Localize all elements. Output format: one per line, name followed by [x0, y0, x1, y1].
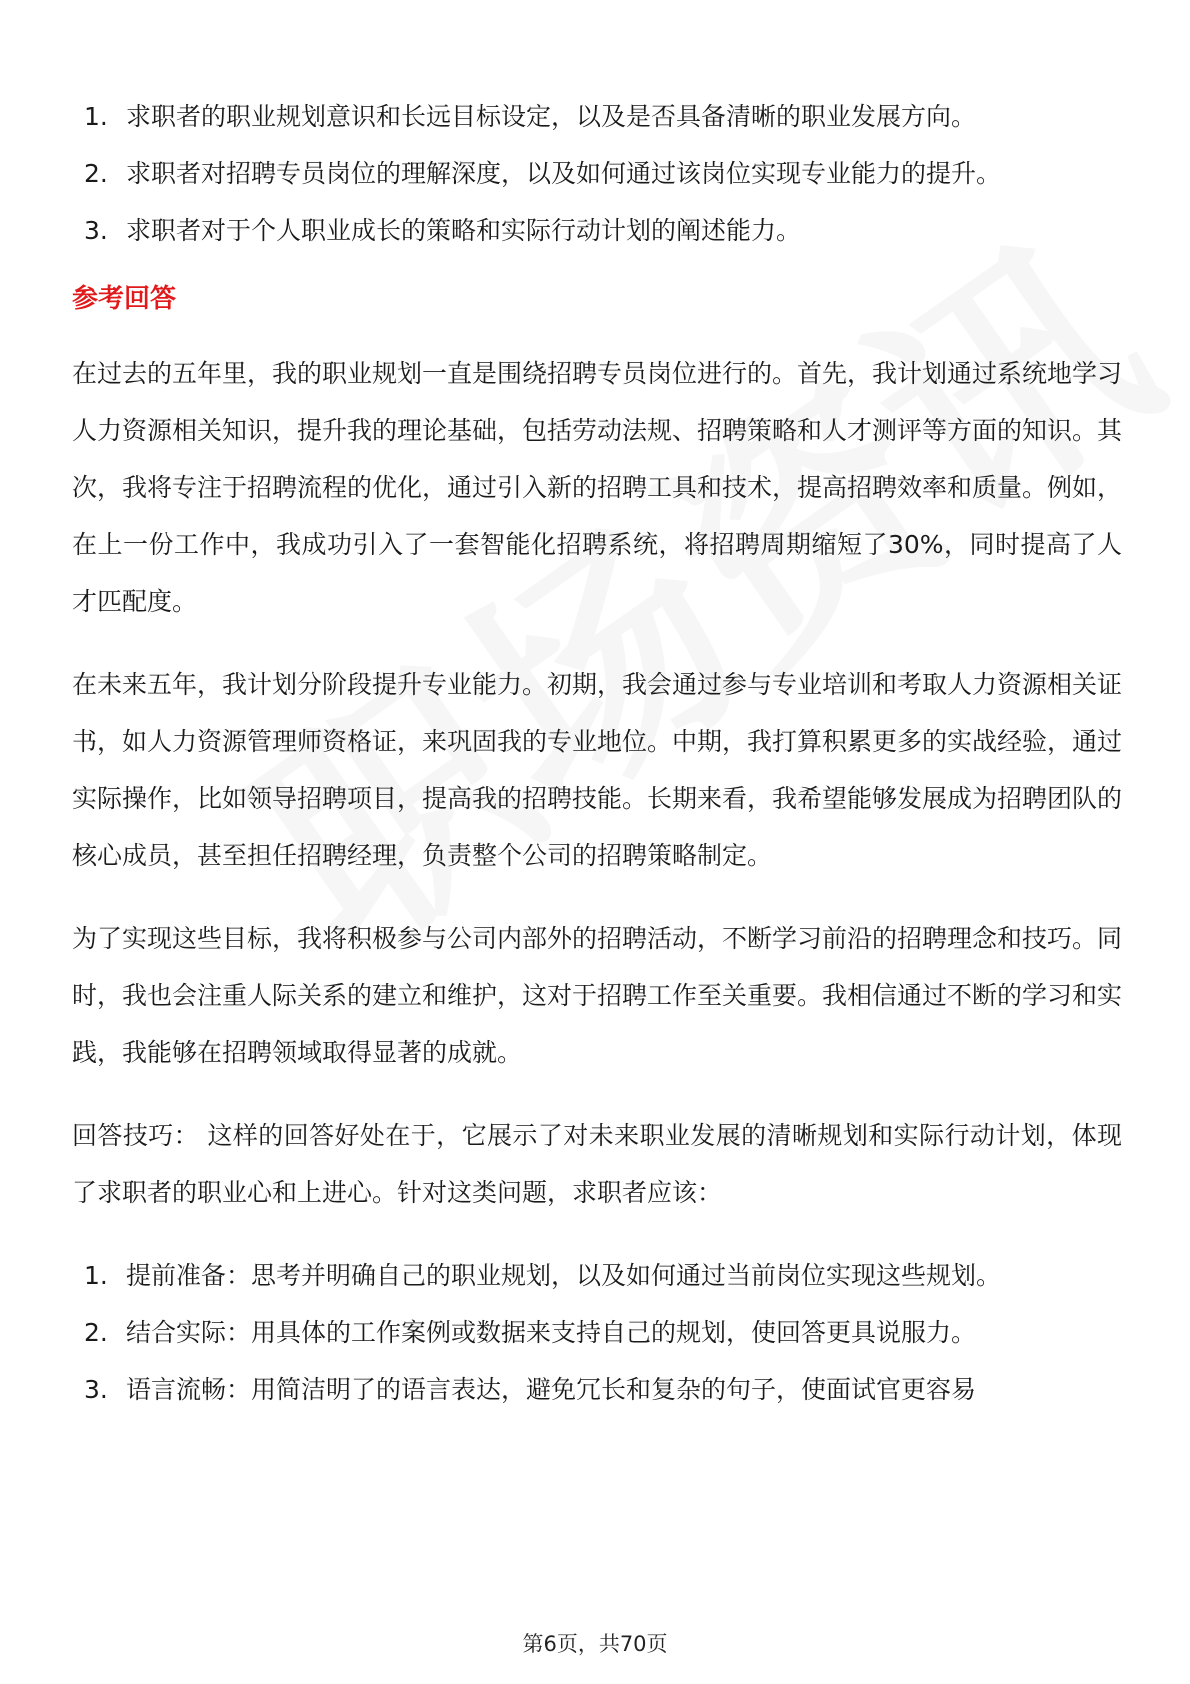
list-text: 求职者对于个人职业成长的策略和实际行动计划的阐述能力。 — [126, 216, 802, 245]
list-number: 1. — [84, 102, 108, 131]
page-content — [72, 88, 1122, 1418]
criteria-list — [72, 88, 1122, 259]
list-number: 3. — [84, 216, 108, 245]
tips-list — [72, 1247, 1122, 1418]
list-text: 提前准备：思考并明确自己的职业规划，以及如何通过当前岗位实现这些规划。 — [126, 1261, 1002, 1290]
list-item — [72, 202, 1122, 259]
list-item — [72, 1304, 1122, 1361]
section-heading: 参考回答 — [72, 284, 177, 314]
list-text: 结合实际：用具体的工作案例或数据来支持自己的规划，使回答更具说服力。 — [126, 1318, 977, 1347]
answer-paragraph: 在未来五年，我计划分阶段提升专业能力。初期，我会通过参与专业培训和考取人力资源相关证书，如人力资源管理师资格证，来巩固我的专业地位。中期，我打算积累更多的实战经验，通过实际操作，比如领导招聘项目，提高我的招聘技能。长期来看，我希望能够发展成为招聘团队的核心成员，甚至担任招聘经理，负责整个公司的招聘策略制定。 — [72, 670, 1123, 870]
list-number: 2. — [84, 159, 108, 188]
list-number: 3. — [84, 1375, 108, 1404]
list-number: 1. — [84, 1261, 108, 1290]
list-item — [72, 1247, 1122, 1304]
list-item — [72, 88, 1122, 145]
list-text: 求职者的职业规划意识和长远目标设定，以及是否具备清晰的职业发展方向。 — [126, 102, 977, 131]
answer-paragraph: 在过去的五年里，我的职业规划一直是围绕招聘专员岗位进行的。首先，我计划通过系统地学习人力资源相关知识，提升我的理论基础，包括劳动法规、招聘策略和人才测评等方面的知识。其次，我将专注于招聘流程的优化，通过引入新的招聘工具和技术，提高招聘效率和质量。例如，在上一份工作中，我成功引入了一套智能化招聘系统，将招聘周期缩短了30%，同时提高了人才匹配度。 — [72, 359, 1123, 616]
list-item — [72, 1361, 1122, 1418]
list-text: 求职者对招聘专员岗位的理解深度，以及如何通过该岗位实现专业能力的提升。 — [126, 159, 1002, 188]
list-item — [72, 145, 1122, 202]
list-text: 语言流畅：用简洁明了的语言表达，避免冗长和复杂的句子，使面试官更容易 — [126, 1375, 977, 1404]
tips-paragraph: 回答技巧： 这样的回答好处在于，它展示了对未来职业发展的清晰规划和实际行动计划，体现了求职者的职业心和上进心。针对这类问题，求职者应该： — [72, 1121, 1122, 1207]
list-number: 2. — [84, 1318, 108, 1347]
page-footer: 第6页，共70页 — [522, 1632, 668, 1656]
answer-paragraph: 为了实现这些目标，我将积极参与公司内部外的招聘活动，不断学习前沿的招聘理念和技巧。同时，我也会注重人际关系的建立和维护，这对于招聘工作至关重要。我相信通过不断的学习和实践，我能够在招聘领域取得显著的成就。 — [72, 924, 1123, 1067]
